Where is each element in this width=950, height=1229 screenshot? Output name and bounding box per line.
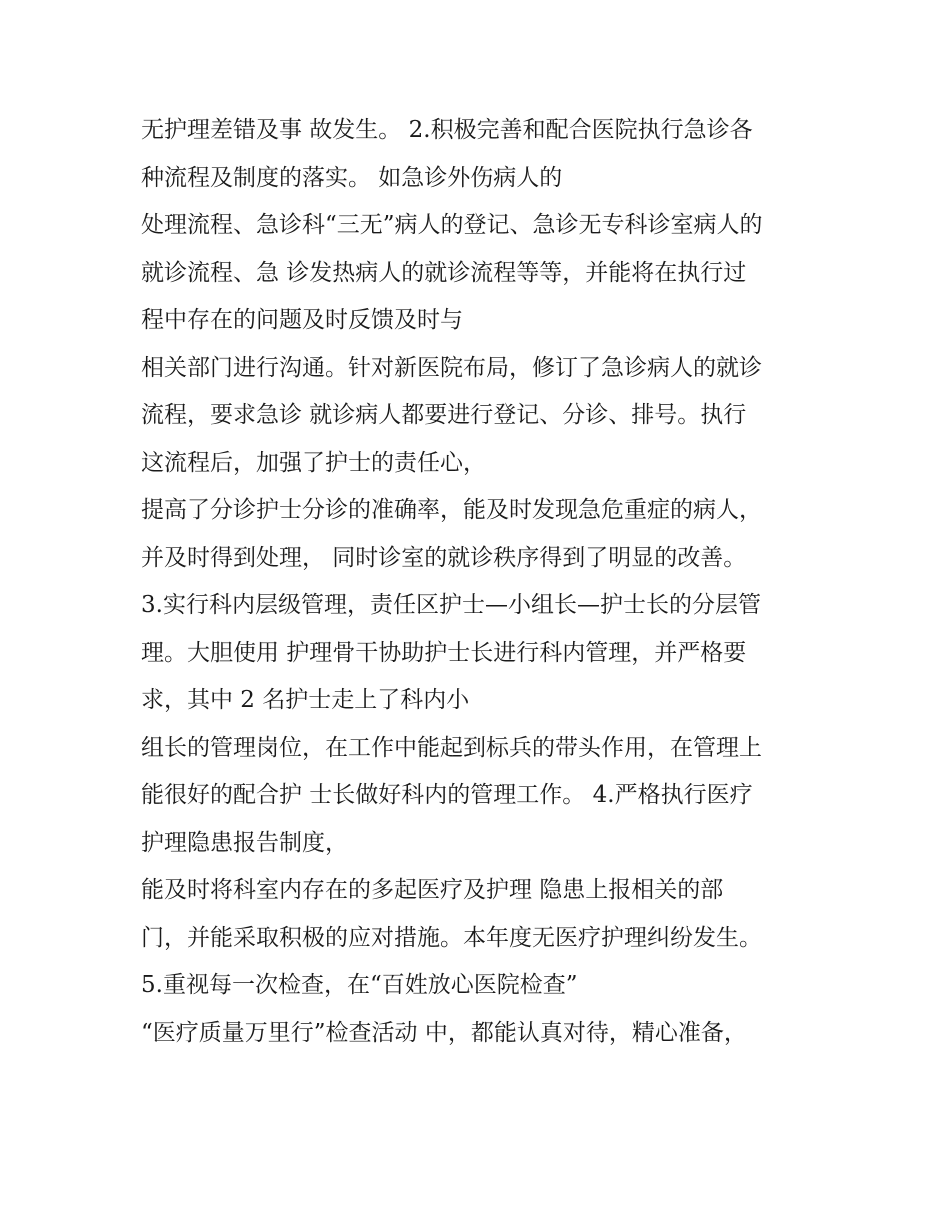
text-line: 组长的管理岗位，在工作中能起到标兵的带头作用，在管理上 (141, 734, 762, 761)
text-line: 能及时将科室内存在的多起医疗及护理 隐患上报相关的部 (141, 877, 724, 903)
text-line: 3.实行科内层级管理，责任区护士—小组长—护士长的分层管 (141, 592, 761, 618)
text-line: 护理隐患报告制度， (141, 829, 348, 856)
text-line: 5.重视每一次检查，在“百姓放心医院检查” (141, 972, 578, 998)
body-text (141, 107, 831, 1057)
text-line: 无护理差错及事 故发生。 2.积极完善和配合医院执行急诊各 (141, 117, 753, 143)
text-line: 理。大胆使用 护理骨干协助护士长进行科内管理，并严格要 (141, 639, 747, 666)
text-line: 就诊流程、急 诊发热病人的就诊流程等等，并能将在执行过 (141, 259, 747, 286)
text-line: 程中存在的问题及时反馈及时与 (141, 307, 463, 333)
text-line: 这流程后，加强了护士的责任心， (141, 449, 486, 476)
text-line: 能很好的配合护 士长做好科内的管理工作。 4.严格执行医疗 (141, 782, 753, 808)
text-line: 门，并能采取积极的应对措施。本年度无医疗护理纠纷发生。 (141, 924, 762, 951)
text-line: “医疗质量万里行”检查活动 中，都能认真对待，精心准备， (141, 1019, 747, 1046)
text-line: 流程，要求急诊 就诊病人都要进行登记、分诊、排号。执行 (141, 402, 747, 428)
text-line: 相关部门进行沟通。针对新医院布局，修订了急诊病人的就诊 (141, 354, 762, 381)
text-line: 提高了分诊护士分诊的准确率，能及时发现急危重症的病人， (141, 497, 762, 523)
text-line: 种流程及制度的落实。 如急诊外伤病人的 (141, 164, 563, 191)
text-line: 处理流程、急诊科“三无”病人的登记、急诊无专科诊室病人的 (141, 212, 763, 238)
text-line: 求，其中 2 名护士走上了科内小 (141, 687, 470, 713)
text-line: 并及时得到处理， 同时诊室的就诊秩序得到了明显的改善。 (141, 544, 747, 571)
